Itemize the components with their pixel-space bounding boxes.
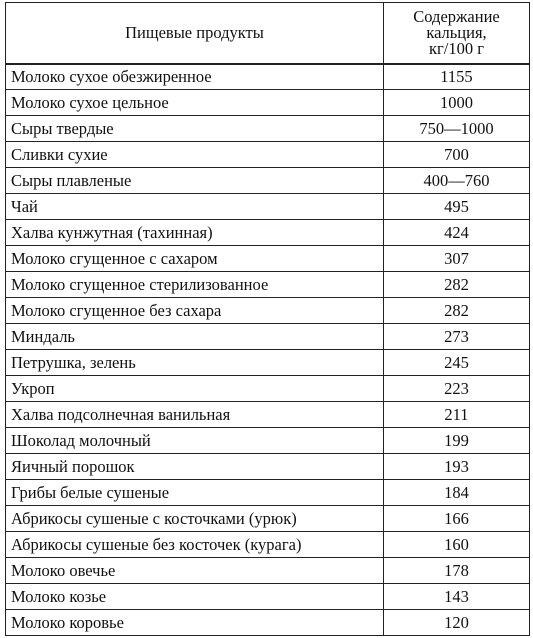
calcium-value: 211 <box>384 402 530 428</box>
table-row <box>6 272 530 298</box>
product-name: Укроп <box>6 376 384 402</box>
calcium-value: 282 <box>384 272 530 298</box>
product-name: Молоко сгущенное без сахара <box>6 298 384 324</box>
product-name: Грибы белые сушеные <box>6 480 384 506</box>
calcium-value: 424 <box>384 220 530 246</box>
table-row <box>6 246 530 272</box>
header-calcium-line-3: кг/100 г <box>428 38 484 58</box>
calcium-value: 282 <box>384 298 530 324</box>
table-row <box>6 194 530 220</box>
header-calcium-content <box>384 3 530 64</box>
table-row <box>6 220 530 246</box>
product-name: Молоко сгущенное стерилизованное <box>6 272 384 298</box>
table-row <box>6 584 530 610</box>
table-row <box>6 376 530 402</box>
table-row <box>6 428 530 454</box>
table-row <box>6 350 530 376</box>
calcium-value: 160 <box>384 532 530 558</box>
calcium-value: 120 <box>384 610 530 636</box>
product-name: Сыры твердые <box>6 116 384 142</box>
calcium-value: 223 <box>384 376 530 402</box>
product-name: Молоко козье <box>6 584 384 610</box>
calcium-value: 178 <box>384 558 530 584</box>
table-row <box>6 532 530 558</box>
table-row <box>6 142 530 168</box>
product-name: Абрикосы сушеные с косточками (урюк) <box>6 506 384 532</box>
calcium-value: 1000 <box>384 90 530 116</box>
product-name: Петрушка, зелень <box>6 350 384 376</box>
calcium-value: 166 <box>384 506 530 532</box>
product-name: Молоко коровье <box>6 610 384 636</box>
product-name: Абрикосы сушеные без косточек (курага) <box>6 532 384 558</box>
product-name: Халва подсолнечная ванильная <box>6 402 384 428</box>
calcium-value: 184 <box>384 480 530 506</box>
header-row <box>6 3 530 64</box>
table-row <box>6 64 530 90</box>
product-name: Миндаль <box>6 324 384 350</box>
table-row <box>6 506 530 532</box>
calcium-value: 400—760 <box>384 168 530 194</box>
calcium-value: 750—1000 <box>384 116 530 142</box>
product-name: Чай <box>6 194 384 220</box>
product-name: Сыры плавленые <box>6 168 384 194</box>
product-name: Яичный порошок <box>6 454 384 480</box>
table-row <box>6 116 530 142</box>
product-name: Халва кунжутная (тахинная) <box>6 220 384 246</box>
calcium-value: 193 <box>384 454 530 480</box>
calcium-value: 1155 <box>384 64 530 90</box>
table-row <box>6 402 530 428</box>
product-name: Молоко сгущенное с сахаром <box>6 246 384 272</box>
product-name: Сливки сухие <box>6 142 384 168</box>
table-row <box>6 454 530 480</box>
table-body <box>6 64 530 636</box>
calcium-value: 307 <box>384 246 530 272</box>
table-row <box>6 324 530 350</box>
table-header <box>6 3 530 64</box>
product-name: Молоко сухое цельное <box>6 90 384 116</box>
table-row <box>6 558 530 584</box>
table-row <box>6 298 530 324</box>
calcium-value: 700 <box>384 142 530 168</box>
product-name: Шоколад молочный <box>6 428 384 454</box>
calcium-value: 143 <box>384 584 530 610</box>
header-calcium-line-1: Содержание <box>413 6 500 26</box>
table-row <box>6 480 530 506</box>
calcium-value: 199 <box>384 428 530 454</box>
table-row <box>6 168 530 194</box>
calcium-value: 495 <box>384 194 530 220</box>
product-name: Молоко овечье <box>6 558 384 584</box>
product-name: Молоко сухое обезжиренное <box>6 64 384 90</box>
calcium-value: 245 <box>384 350 530 376</box>
calcium-content-table <box>5 2 530 636</box>
table-row <box>6 90 530 116</box>
header-product: Пищевые продукты <box>6 3 384 64</box>
calcium-value: 273 <box>384 324 530 350</box>
table-row <box>6 610 530 636</box>
header-calcium-line-2: кальция, <box>426 22 487 42</box>
